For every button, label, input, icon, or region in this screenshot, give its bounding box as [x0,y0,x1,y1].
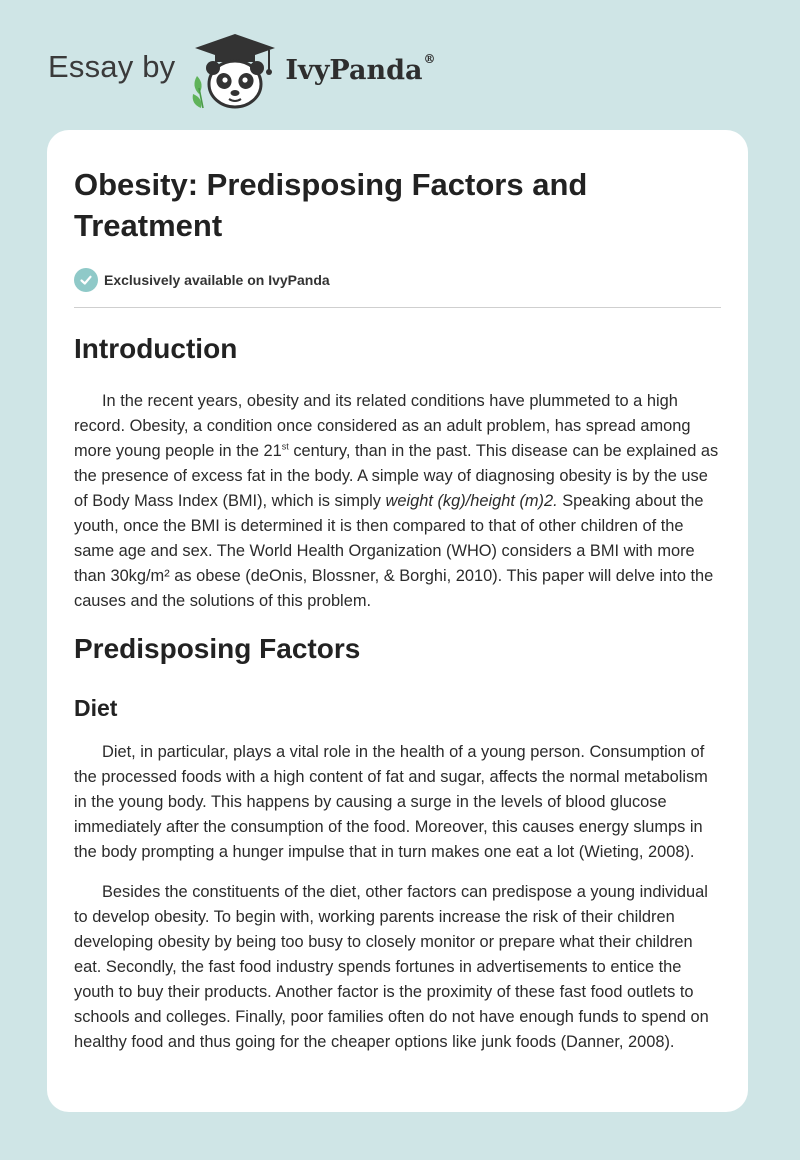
essay-by-label: Essay by [48,49,176,84]
introduction-heading: Introduction [74,333,238,364]
divider [74,307,721,308]
introduction-paragraph: In the recent years, obesity and its related conditions have plummeted to a high record. Obesity, a condition once considered as an adult problem, has spread among more young people in the 21st century, than in the past. This disease can be explained as the presence of excess fat in the body. A simple way of diagnosing obesity is by the use of Body Mass Index (BMI), which is simply weight (kg)/height (m)2. Speaking about the youth, once the BMI is determined it is then compared to that of other children of the same age and sex. The World Health Organization (WHO) considers a BMI with more than 30kg/m² as obese (deOnis, Blossner, & Borghi, 2010). This paper will delve into the causes and the solutions of this problem. [74,392,719,610]
diet-heading: Diet [74,695,118,721]
essay-card [47,130,748,1112]
site-header [48,30,435,110]
diet-paragraph: Diet, in particular, plays a vital role in the health of a young person. Consumption of the processed foods with a high content of fat and sugar, affects the normal metabolism in the young body. This happens by causing a surge in the levels of blood glucose immediately after the consumption of the food. Moreover, this causes energy slumps in the body prompting a hunger impulse that in turn makes one eat a lot (Wieting, 2008). [74,743,708,861]
diet-paragraph: Besides the constituents of the diet, other factors can predispose a young individual to develop obesity. To begin with, working parents increase the risk of their children developing obesity by being too busy to closely monitor or prepare what their children eat. Secondly, the fast food industry spends fortunes in advertisements to entice the youth to buy their products. Another factor is the proximity of these fast food outlets to schools and colleges. Finally, poor families often do not have enough funds to spend on healthy food and thus going for the cheaper options like junk foods (Danner, 2008). [74,883,709,1051]
registered-mark: ® [423,51,436,66]
panda-logo-icon[interactable] [189,30,281,110]
checkmark-circle-icon [74,268,98,292]
badge-text: Exclusively available on IvyPanda [104,272,330,288]
predisposing-factors-heading: Predisposing Factors [74,633,361,664]
bmi-formula: weight (kg)/height (m)2. [385,492,558,510]
exclusive-badge [74,267,721,293]
page-title: Obesity: Predisposing Factors and Treatment [74,167,588,243]
brand-name[interactable]: IvyPanda® [285,51,436,86]
